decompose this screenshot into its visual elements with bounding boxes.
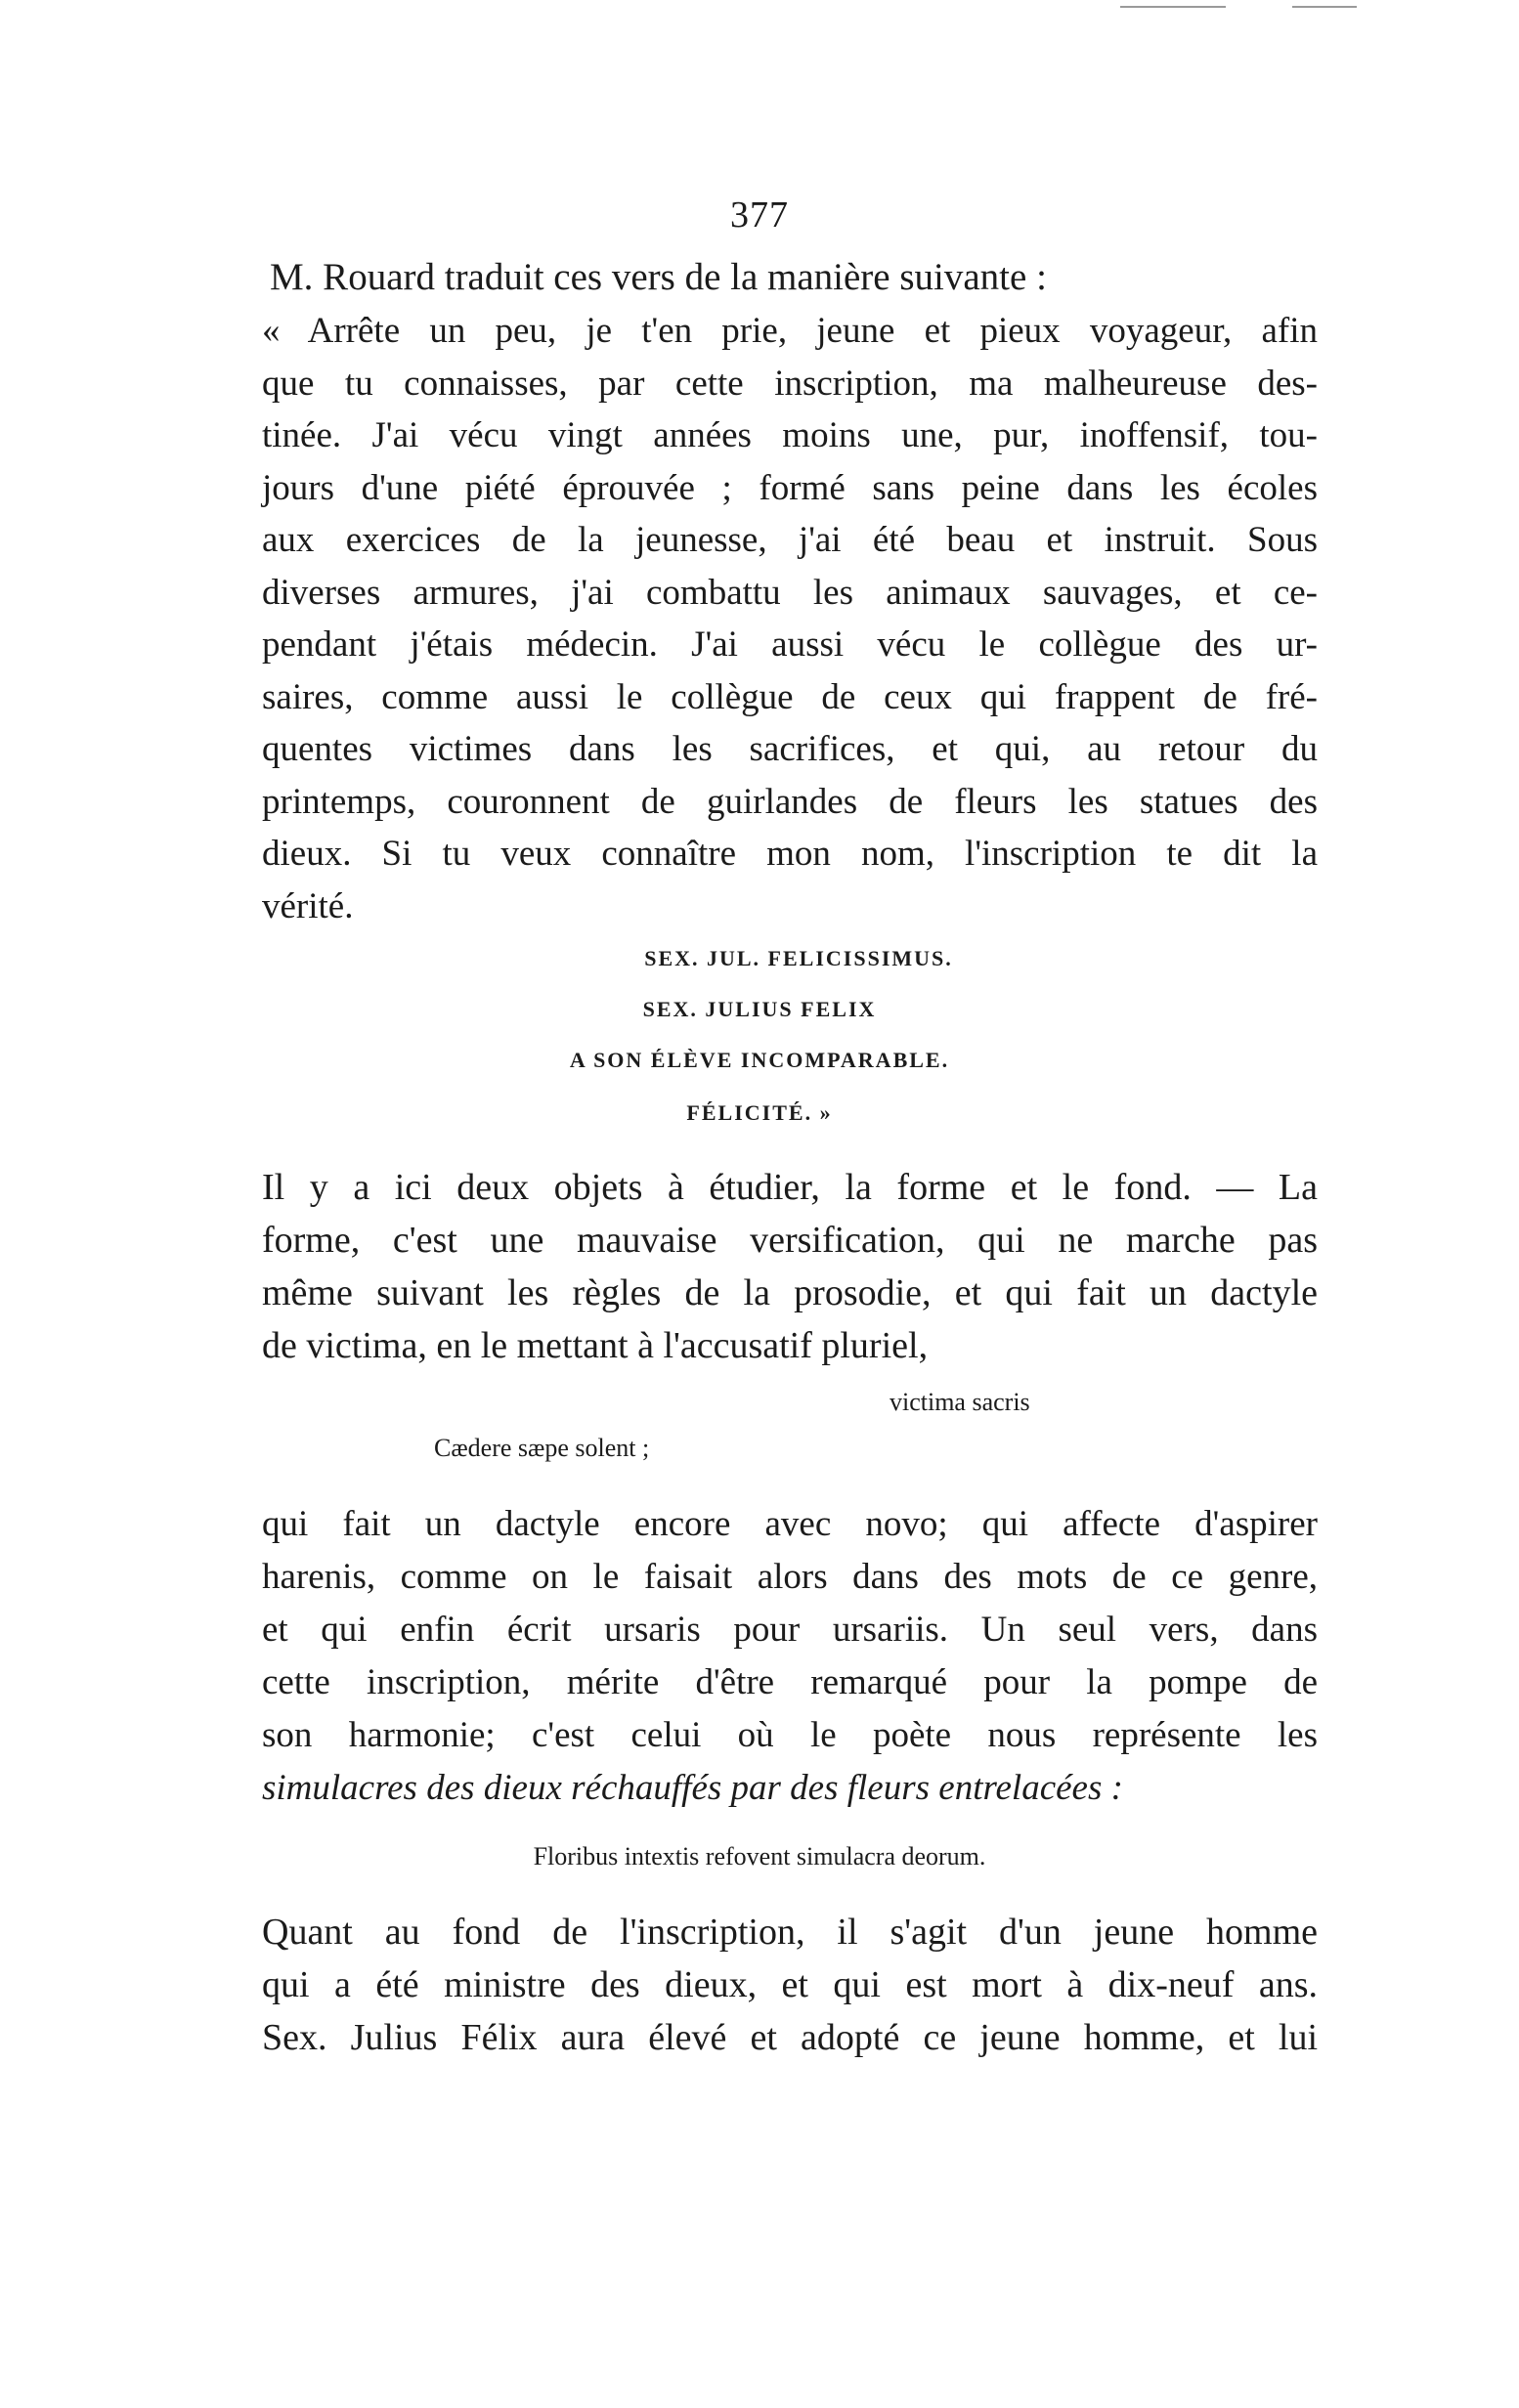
page-number: 377: [730, 194, 789, 236]
latin-verse: Floribus intextis refovent simulacra deorum.: [533, 1842, 986, 1870]
text-line: Quant au fond de l'inscription, il s'agit d'un jeune homme: [262, 1912, 1318, 1953]
text-line: saires, comme aussi le collègue de ceux qui frappent de fré-: [262, 676, 1318, 717]
text-line: dieux. Si tu veux connaître mon nom, l'inscription te dit la: [262, 834, 1318, 874]
text-line: printemps, couronnent de guirlandes de fleurs les statues des: [262, 781, 1318, 822]
text-line: qui fait un dactyle encore avec novo; qui affecte d'aspirer: [262, 1504, 1318, 1544]
text-line: et qui enfin écrit ursaris pour ursariis. Un seul vers, dans: [262, 1610, 1318, 1650]
inscription-line: A SON ÉLÈVE INCOMPARABLE.: [569, 1048, 950, 1072]
text-line: Sex. Julius Félix aura élevé et adopté ce jeune homme, et lui: [262, 2017, 1318, 2058]
text-line: simulacres des dieux réchauffés par des fleurs entrelacées :: [262, 1768, 1123, 1808]
text-line: diverses armures, j'ai combattu les animaux sauvages, et ce-: [262, 572, 1318, 613]
text-line: forme, c'est une mauvaise versification, qui ne marche pas: [262, 1220, 1318, 1261]
text-line: quentes victimes dans les sacrifices, et qui, au retour du: [262, 729, 1318, 769]
text-line: vérité.: [262, 885, 354, 926]
inscription-line: FÉLICITÉ. »: [686, 1100, 833, 1125]
text-line: « Arrête un peu, je t'en prie, jeune et pieux voyageur, afin: [262, 311, 1318, 351]
verse-quote-line: victima sacris: [890, 1388, 1030, 1416]
inscription-line: SEX. JUL. FELICISSIMUS.: [644, 946, 953, 970]
continuation-paragraph: [262, 1498, 1318, 1815]
inscription-line: SEX. JULIUS FELIX: [642, 997, 877, 1021]
text-line: pendant j'étais médecin. J'ai aussi vécu le collègue des ur-: [262, 624, 1318, 665]
text-line: de victima, en le mettant à l'accusatif pluriel,: [262, 1325, 929, 1366]
top-rule-right: [1292, 6, 1357, 8]
text-line: cette inscription, mérite d'être remarqué pour la pompe de: [262, 1662, 1318, 1702]
text-line: harenis, comme on le faisait alors dans des mots de ce genre,: [262, 1557, 1318, 1597]
text-line: qui a été ministre des dieux, et qui est mort à dix-neuf ans.: [262, 1964, 1318, 2005]
text-line: Il y a ici deux objets à étudier, la forme et le fond. — La: [262, 1167, 1318, 1208]
text-line: aux exercices de la jeunesse, j'ai été beau et instruit. Sous: [262, 520, 1318, 560]
translation-paragraph: [262, 305, 1318, 932]
text-line: même suivant les règles de la prosodie, et qui fait un dactyle: [262, 1272, 1318, 1313]
intro-sentence: M. Rouard traduit ces vers de la manière suivante :: [270, 256, 1047, 298]
text-line: son harmonie; c'est celui où le poète nous représente les: [262, 1715, 1318, 1755]
text-line: jours d'une piété éprouvée ; formé sans peine dans les écoles: [262, 467, 1318, 508]
text-line: que tu connaisses, par cette inscription, ma malheureuse des-: [262, 363, 1318, 404]
top-rule-left: [1120, 6, 1226, 8]
verse-quote-line: Cædere sæpe solent ;: [434, 1434, 650, 1462]
text-line: tinée. J'ai vécu vingt années moins une, pur, inoffensif, tou-: [262, 415, 1318, 455]
fond-paragraph: [262, 1906, 1318, 2064]
analysis-paragraph: [262, 1161, 1318, 1372]
